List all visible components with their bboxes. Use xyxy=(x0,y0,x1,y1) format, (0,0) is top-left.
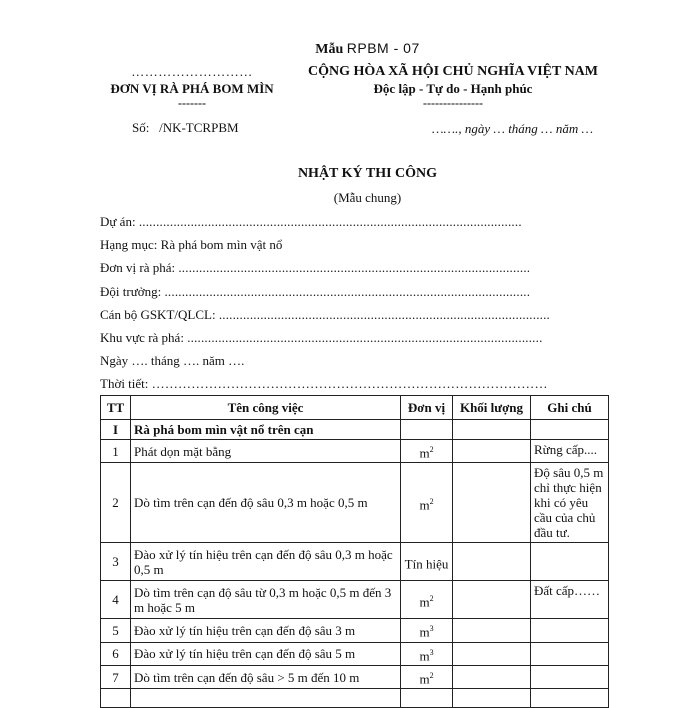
row-task: Đào xử lý tín hiệu trên cạn đến độ sâu 0,3 m hoặc 0,5 m xyxy=(131,543,401,581)
table-row xyxy=(101,440,609,463)
row-unit xyxy=(401,543,453,581)
field-label: Ngày …. tháng …. năm …. xyxy=(100,353,245,368)
header-unit: Đơn vị xyxy=(401,396,453,420)
unit-exponent: 3 xyxy=(429,647,434,657)
table-row xyxy=(101,689,609,708)
form-code-prefix: Mẫu xyxy=(315,42,344,57)
header-task: Tên công việc xyxy=(131,396,401,420)
row-note: Đất cấp…… xyxy=(531,581,609,619)
table-row xyxy=(101,581,609,619)
field-label: Đội trưởng: xyxy=(100,284,162,299)
row-unit xyxy=(401,665,453,688)
row-note xyxy=(531,665,609,688)
unit-exponent: 2 xyxy=(429,496,434,506)
header-note: Ghi chú xyxy=(531,396,609,420)
field-value: ................................................................................................ xyxy=(218,307,551,322)
document-title: NHẬT KÝ THI CÔNG xyxy=(297,166,438,181)
row-note: Độ sâu 0,5 m chỉ thực hiện khi có yêu cầu của chủ đầu tư. xyxy=(531,463,609,543)
row-task: Phát dọn mặt bằng xyxy=(131,440,401,463)
republic-title: CỘNG HÒA XÃ HỘI CHỦ NGHĨA VIỆT NAM xyxy=(307,64,598,79)
document-subtitle: (Mẫu chung) xyxy=(333,190,402,205)
field-label: Hạng mục: xyxy=(100,237,158,252)
field-value: ............................................................................................................... xyxy=(138,214,522,229)
row-note xyxy=(531,543,609,581)
org-dots: ……………………… xyxy=(131,64,253,79)
unit-text: m xyxy=(419,496,430,512)
date-line: ……., ngày … tháng … năm … xyxy=(432,121,594,136)
unit-text: m xyxy=(419,445,430,461)
unit-text: m xyxy=(419,624,430,640)
field-label: Đơn vị rà phá: xyxy=(100,260,176,275)
row-unit xyxy=(401,689,453,708)
row-tt: 4 xyxy=(101,581,131,619)
row-unit xyxy=(401,642,453,665)
header-quantity: Khối lượng xyxy=(453,396,531,420)
unit-exponent: 2 xyxy=(429,445,434,454)
field-value: ....................................................................................................... xyxy=(187,330,543,345)
row-unit xyxy=(401,463,453,543)
table-row xyxy=(101,463,609,543)
field-area xyxy=(100,330,543,346)
table-row xyxy=(101,619,609,642)
row-quantity xyxy=(453,420,531,440)
motto: Độc lập - Tự do - Hạnh phúc xyxy=(373,81,533,96)
field-value: ……………………………………………………………………………… xyxy=(151,376,548,391)
row-task: Dò tìm trên cạn độ sâu từ 0,3 m hoặc 0,5 m đến 3 m hoặc 5 m xyxy=(131,581,401,619)
unit-exponent: 2 xyxy=(429,670,434,680)
row-note: Rừng cấp.... xyxy=(531,440,609,463)
field-value: .......................................................................................................... xyxy=(164,284,531,299)
row-quantity xyxy=(453,543,531,581)
row-quantity xyxy=(453,463,531,543)
row-unit xyxy=(401,581,453,619)
row-tt: 3 xyxy=(101,543,131,581)
field-label: Khu vực rà phá: xyxy=(100,330,184,345)
field-label: Dự án: xyxy=(100,214,136,229)
field-weather xyxy=(100,376,548,392)
field-unit xyxy=(100,260,530,276)
row-note xyxy=(531,619,609,642)
row-quantity xyxy=(453,581,531,619)
row-quantity xyxy=(453,665,531,688)
motto-divider: --------------- xyxy=(423,96,483,110)
row-tt xyxy=(101,689,131,708)
field-team-leader xyxy=(100,284,530,300)
number-label: Số: xyxy=(132,120,150,135)
unit-text: m xyxy=(419,671,430,687)
document-number xyxy=(132,120,239,136)
row-note xyxy=(531,689,609,708)
row-quantity xyxy=(453,440,531,463)
row-unit xyxy=(401,619,453,642)
row-task: Dò tìm trên cạn đến độ sâu 0,3 m hoặc 0,5 m xyxy=(131,463,401,543)
field-label: Thời tiết: xyxy=(100,376,149,391)
field-project xyxy=(100,214,522,230)
work-table xyxy=(100,395,609,708)
row-quantity xyxy=(453,689,531,708)
field-category xyxy=(100,237,282,253)
row-task: Dò tìm trên cạn đến độ sâu > 5 m đến 10 m xyxy=(131,665,401,688)
row-note xyxy=(531,642,609,665)
row-tt: I xyxy=(101,420,131,440)
row-task xyxy=(131,689,401,708)
form-code-number: RPBM - 07 xyxy=(346,40,420,56)
number-value: /NK-TCRPBM xyxy=(159,120,239,135)
table-row xyxy=(101,420,609,440)
row-quantity xyxy=(453,642,531,665)
unit-exponent: 3 xyxy=(429,624,434,634)
table-row xyxy=(101,642,609,665)
row-note xyxy=(531,420,609,440)
unit-text: m xyxy=(419,647,430,663)
table-row xyxy=(101,665,609,688)
unit-exponent: 2 xyxy=(429,593,434,603)
field-value: ...................................................................................................... xyxy=(178,260,531,275)
row-unit xyxy=(401,420,453,440)
header-tt: TT xyxy=(101,396,131,420)
row-tt: 6 xyxy=(101,642,131,665)
org-divider: ------- xyxy=(178,96,206,110)
field-label: Cán bộ GSKT/QLCL: xyxy=(100,307,216,322)
row-task: Đào xử lý tín hiệu trên cạn đến độ sâu 3 m xyxy=(131,619,401,642)
row-tt: 2 xyxy=(101,463,131,543)
form-code xyxy=(0,40,700,58)
row-tt: 7 xyxy=(101,665,131,688)
row-quantity xyxy=(453,619,531,642)
table-header-row xyxy=(101,396,609,420)
row-task: Rà phá bom mìn vật nổ trên cạn xyxy=(131,420,401,440)
field-supervisor xyxy=(100,307,550,323)
unit-text: Tín hiệu xyxy=(404,555,449,571)
table-row xyxy=(101,543,609,581)
unit-text: m xyxy=(419,593,430,609)
field-date xyxy=(100,353,244,369)
row-task: Đào xử lý tín hiệu trên cạn đến độ sâu 5 m xyxy=(131,642,401,665)
row-tt: 5 xyxy=(101,619,131,642)
row-tt: 1 xyxy=(101,440,131,463)
row-unit xyxy=(401,440,453,463)
org-name: ĐƠN VỊ RÀ PHÁ BOM MÌN xyxy=(110,81,274,96)
field-value: Rà phá bom mìn vật nổ xyxy=(160,237,283,252)
